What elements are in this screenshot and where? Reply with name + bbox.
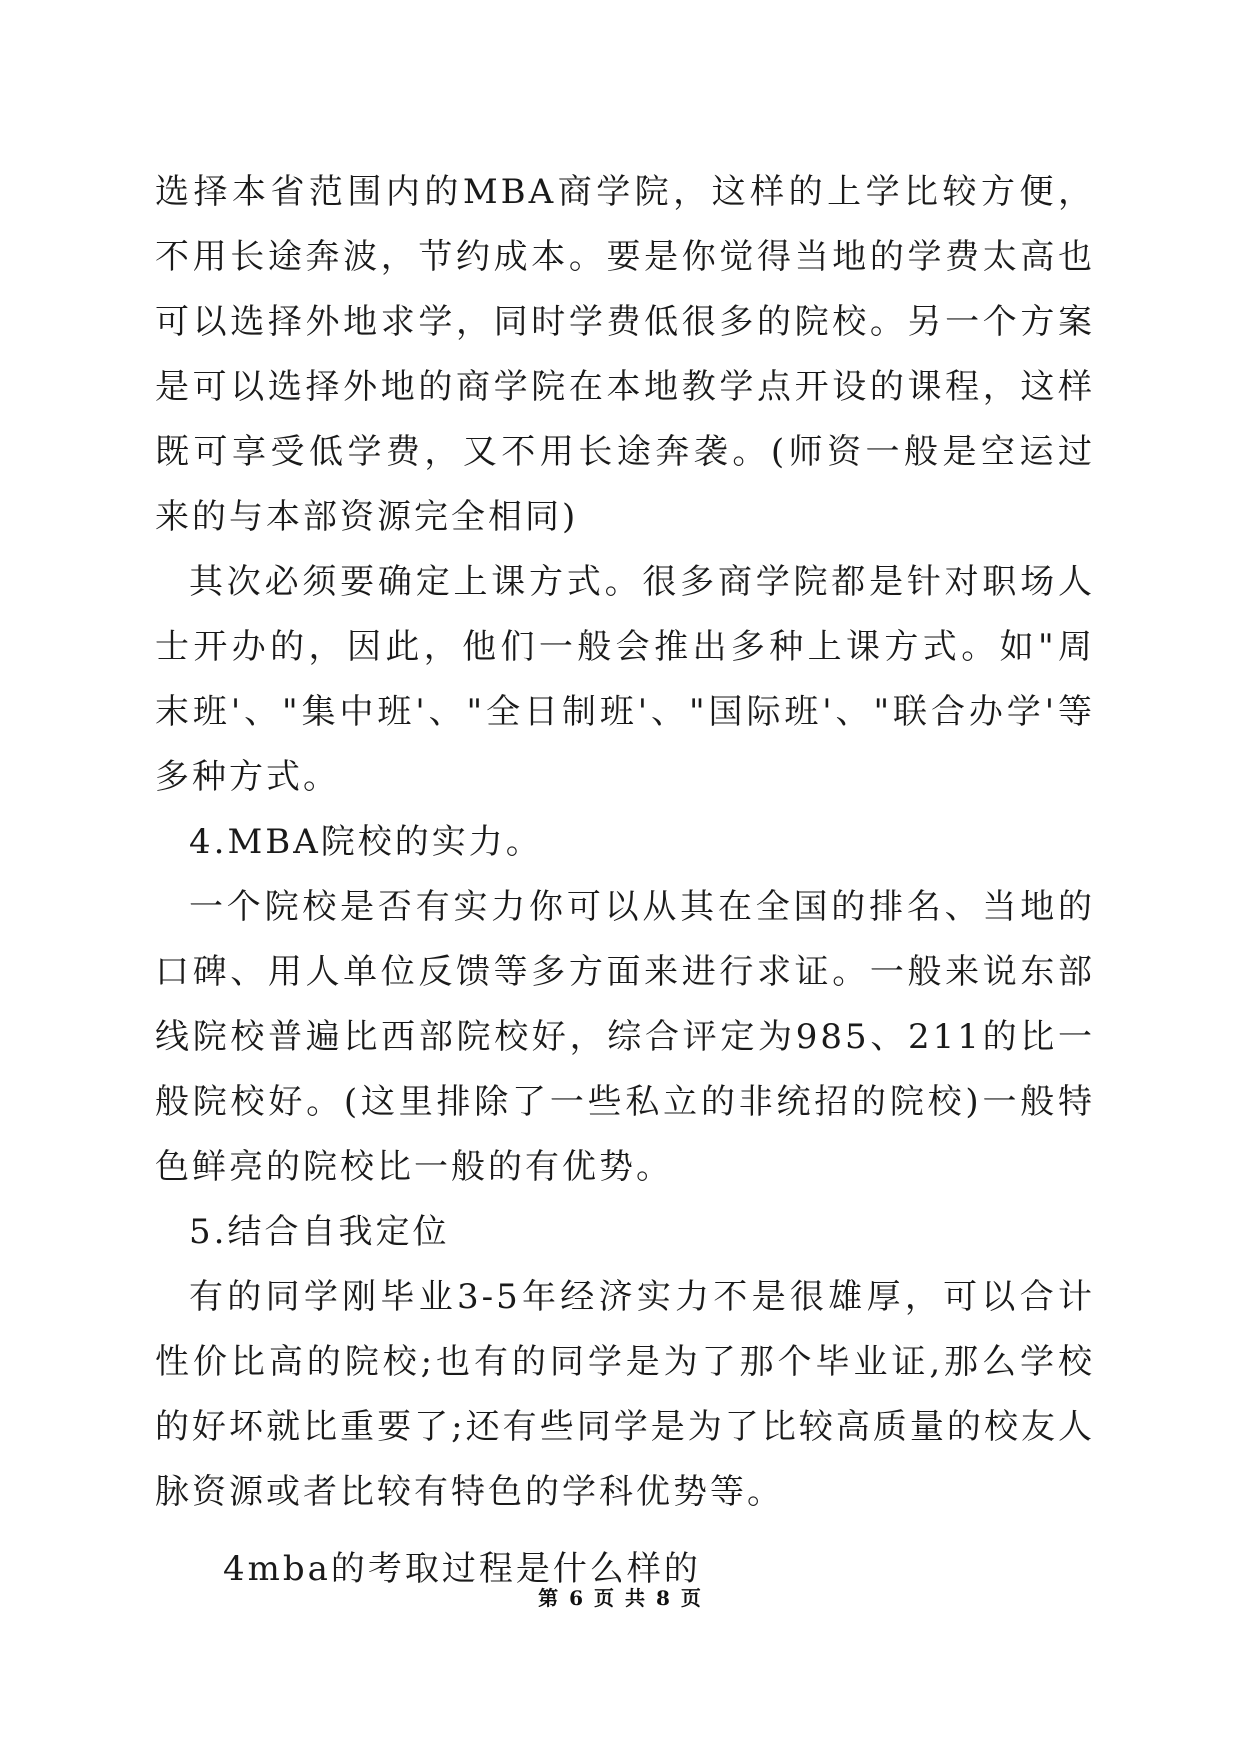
section-heading-school-strength: 4.MBA院校的实力。 — [189, 822, 543, 862]
subheading-exam-process: 4mba的考取过程是什么样的 — [223, 1549, 701, 1589]
paragraph-school-strength: 一个院校是否有实力你可以从其在全国的排名、当地的口碑、用人单位反馈等多方面来进行求证。一般来说东部线院校普遍比西部院校好，综合评定为985、211的比一般院校好。(这里排除了一些私立的非统招的院校)一般特色鲜亮的院校比一般的有优势。 — [155, 887, 1095, 1187]
paragraph-self-positioning: 有的同学刚毕业3-5年经济实力不是很雄厚，可以合计性价比高的院校;也有的同学是为了那个毕业证,那么学校的好坏就比重要了;还有些同学是为了比较高质量的校友人脉资源或者比较有特色的学科优势等。 — [155, 1277, 1095, 1512]
paragraph-school-location: 选择本省范围内的MBA商学院，这样的上学比较方便，不用长途奔波，节约成本。要是你觉得当地的学费太高也可以选择外地求学，同时学费低很多的院校。另一个方案是可以选择外地的商学院在本地教学点开设的课程，这样既可享受低学费，又不用长途奔袭。(师资一般是空运过来的与本部资源完全相同) — [155, 172, 1095, 537]
paragraph-class-format: 其次必须要确定上课方式。很多商学院都是针对职场人士开办的，因此，他们一般会推出多种上课方式。如"周末班'、"集中班'、"全日制班'、"国际班'、"联合办学'等多种方式。 — [155, 562, 1095, 797]
document-body — [155, 160, 1095, 1602]
page-number-footer: 第 6 页 共 8 页 — [538, 1586, 703, 1610]
section-heading-self-positioning: 5.结合自我定位 — [189, 1212, 450, 1252]
